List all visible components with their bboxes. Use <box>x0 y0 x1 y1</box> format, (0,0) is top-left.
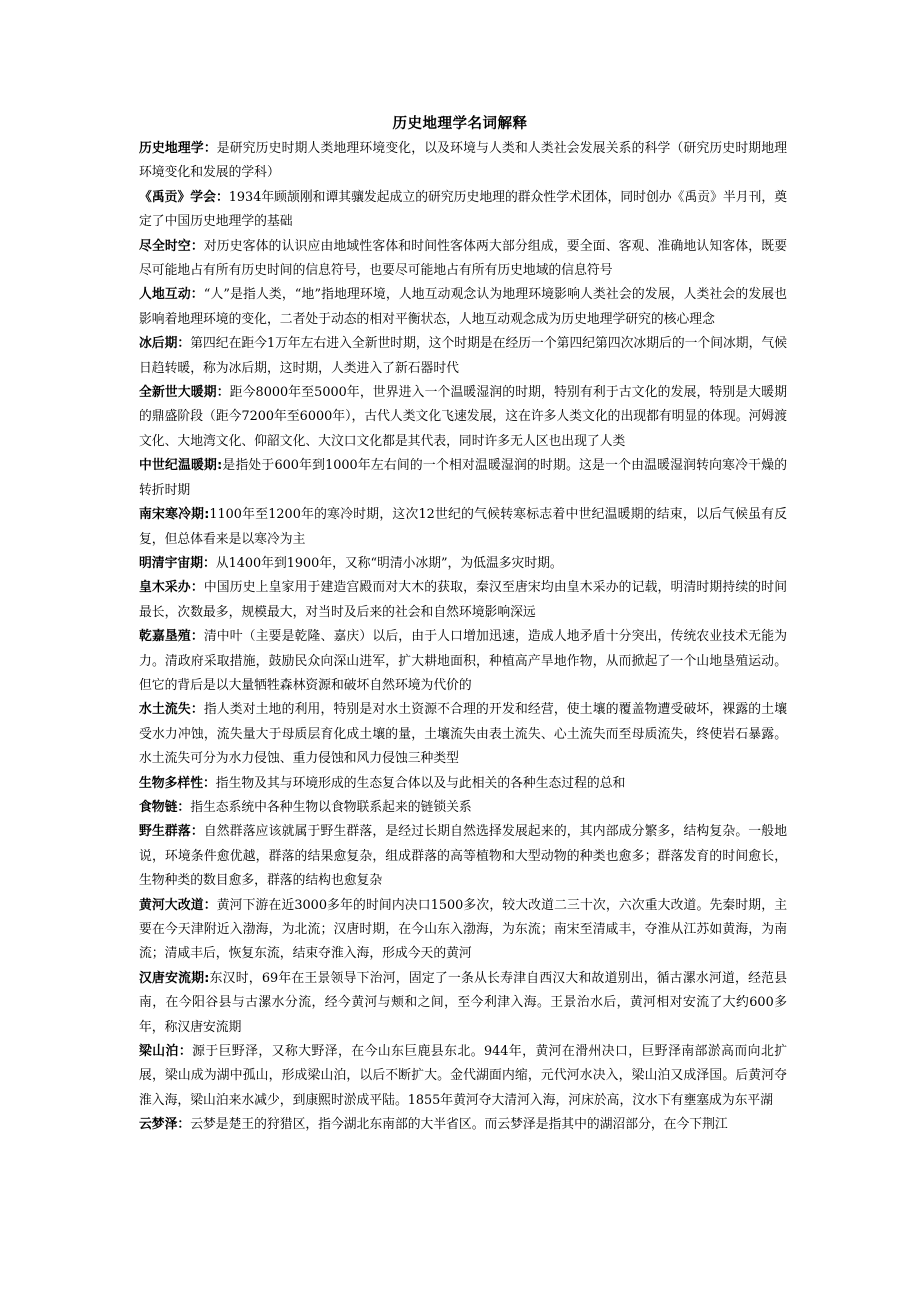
entry-separator: ： <box>190 629 204 645</box>
entry-separator: ： <box>178 1044 193 1060</box>
glossary-entry <box>139 1113 787 1137</box>
glossary-entry <box>139 698 787 771</box>
entry-separator: ： <box>202 775 216 791</box>
entry-separator: ： <box>215 189 229 205</box>
entry-term: 中世纪温暖期 <box>139 458 218 474</box>
entry-separator: ： <box>177 1117 191 1133</box>
entry-term: 黄河大改道 <box>139 897 204 913</box>
glossary-entry <box>139 381 787 454</box>
entry-definition: 第四纪在距今1万年左右进入全新世时期，这个时期是在经历一个第四纪第四次冰期后的一个间冰期，气候日趋转暖，称为冰后期，这时期，人类进入了新石器时代 <box>139 336 787 376</box>
glossary-entry <box>139 503 787 552</box>
entry-separator: ： <box>190 702 204 718</box>
entry-definition: 1100年至1200年的寒冷时期，这次12世纪的气候转寒标志着中世纪温暖期的结束，以后气候虽有反复，但总体看来是以寒冷为主 <box>139 507 788 547</box>
glossary-entry <box>139 186 787 235</box>
glossary-entry <box>139 1040 787 1113</box>
document-title: 历史地理学名词解释 <box>392 116 528 132</box>
entry-separator: ： <box>216 385 230 401</box>
entry-separator: ： <box>203 897 217 913</box>
entry-term: 云梦泽 <box>139 1117 178 1133</box>
entry-definition: 是指处于600年到1000年左右间的一个相对温暖湿润的时期。这是一个由温暖湿润转向寒冷干燥的转折时期 <box>139 458 787 498</box>
entry-separator: : <box>204 970 210 986</box>
entry-term: 生物多样性 <box>139 775 203 791</box>
entry-definition: 指人类对土地的利用，特别是对水土资源不合理的开发和经营，使土壤的覆盖物遭受破坏，裸露的土壤受水力冲蚀，流失量大于母质层育化成土壤的量，土壤流失由表土流失、心土流失而至母质流失，终使岩石暴露。水土流失可分为水力侵蚀、重力侵蚀和风力侵蚀三种类型 <box>139 702 788 767</box>
glossary-entry <box>139 235 787 284</box>
entry-term: 乾嘉垦殖 <box>139 629 191 645</box>
entry-definition: 是研究历史时期人类地理环境变化，以及环境与人类和人类社会发展关系的科学（研究历史时期地理环境变化和发展的学科） <box>139 141 788 181</box>
glossary-entry <box>139 552 787 576</box>
glossary-entry <box>139 894 787 967</box>
entry-definition: 指生态系统中各种生物以食物联系起来的链锁关系 <box>190 799 472 815</box>
entry-definition: 从1400年到1900年，又称“明清小冰期”，为低温多灾时期。 <box>215 555 563 571</box>
glossary-entry <box>139 796 787 820</box>
entry-separator: ： <box>190 824 204 840</box>
glossary-entry <box>139 820 787 893</box>
entry-definition: 对历史客体的认识应由地域性客体和时间性客体两大部分组成，要全面、客观、准确地认知客体，既要尽可能地占有所有历史时间的信息符号，也要尽可能地占有所有历史地域的信息符号 <box>139 238 788 279</box>
entry-definition: 距今8000年至5000年，世界进入一个温暖湿润的时期，特别有利于古文化的发展，特别是大暖期的鼎盛阶段（距今7200年至6000年），古代人类文化飞速发展，这在许多人类文化的出现都有明显的体现。河姆渡文化、大地湾文化、仰韶文化、大汶口文化都是其代表，同时许多无人区也出现了人类 <box>139 385 788 449</box>
entry-separator: : <box>204 507 210 523</box>
entry-definition: 黄河下游在近3000多年的时间内决口1500多次，较大改道二三十次，六次重大改道。先秦时期，主要在今天津附近入渤海，为北流；汉唐时期，在今山东入渤海，为东流；南宋至清咸丰，夺淮从江苏如黄海，为南流；清咸丰后，恢复东流，结束夺淮入海，形成今天的黄河 <box>139 897 788 962</box>
glossary-entry <box>139 137 787 186</box>
entry-definition: 中国历史上皇家用于建造宫殿而对大木的获取，秦汉至唐宋均由皇木采办的记载，明清时期持续的时间最长，次数最多，规模最大，对当时及后来的社会和自然环境影响深远 <box>139 580 788 620</box>
entry-term: 尽全时空 <box>139 238 191 254</box>
entry-separator: ： <box>177 336 191 352</box>
entry-separator: ： <box>203 141 217 156</box>
glossary-entry <box>139 625 787 698</box>
entry-separator: ： <box>190 238 204 254</box>
entry-term: 冰后期 <box>139 336 178 352</box>
entry-term: 南宋寒冷期 <box>139 507 205 523</box>
entry-definition: 清中叶（主要是乾隆、嘉庆）以后，由于人口增加迅速，造成人地矛盾十分突出，传统农业技术无能为力。清政府采取措施，鼓励民众向深山进军，扩大耕地面积，种植高产旱地作物，从而掀起了一个山地垦殖运动。但它的背后是以大量牺牲森林资源和破坏自然环境为代价的 <box>139 629 788 693</box>
entry-term: 野生群落 <box>139 824 191 840</box>
entry-term: 全新世大暖期 <box>139 385 217 401</box>
entry-separator: ： <box>190 580 204 596</box>
entry-term: 水土流失 <box>139 702 191 718</box>
entry-separator: : <box>217 458 223 474</box>
entry-term: 明清宇宙期 <box>139 555 203 571</box>
entry-definition: 自然群落应该就属于野生群落，是经过长期自然选择发展起来的，其内部成分繁多，结构复杂。一般地说，环境条件愈优越，群落的结果愈复杂，组成群落的高等植物和大型动物的种类也愈多；群落发育的时间愈长，生物种类的数目愈多，群落的结构也愈复杂 <box>139 824 788 889</box>
entry-definition: “人”是指人类，“地”指地理环境，人地互动观念认为地理环境影响人类社会的发展，人类社会的发展也影响着地理环境的变化，二者处于动态的相对平衡状态，人地互动观念成为历史地理学研究的核心理念 <box>139 287 788 327</box>
entry-term: 人地互动 <box>139 287 191 303</box>
entry-definition: 东汉时，69年在王景领导下治河，固定了一条从长寿津自西汉大和故道别出，循古漯水河道，经范县南，在今阳谷县与古漯水分流，经今黄河与颊和之间，至今利津入海。王景治水后，黄河相对安流了大约600多年，称汉唐安流期 <box>139 970 787 1035</box>
glossary-entry <box>139 576 787 625</box>
entry-definition: 指生物及其与环境形成的生态复合体以及与此相关的各种生态过程的总和 <box>215 775 626 791</box>
glossary-entry <box>139 967 787 1040</box>
entry-separator: ： <box>202 555 216 571</box>
entry-definition: 源于巨野泽，又称大野泽，在今山东巨鹿县东北。944年，黄河在滑州决口，巨野泽南部淤高而向北扩展，梁山成为湖中孤山，形成梁山泊，以后不断扩大。金代湖面内缩，元代河水决入，梁山泊又成泽国。后黄河夺淮入海，梁山泊来水减少，到康熙时淤成平陆。1855年黄河夺大清河入海，河床於高，汶水下有壅塞成为东平湖 <box>139 1044 788 1108</box>
glossary-entry <box>139 772 787 796</box>
glossary-entry <box>139 454 787 503</box>
entry-definition: 云梦是楚王的狩猎区，指今湖北东南部的大半省区。而云梦泽是指其中的湖沼部分，在今下荆江 <box>190 1117 728 1133</box>
entry-term: 汉唐安流期 <box>139 970 205 986</box>
entry-term: 历史地理学 <box>139 141 204 156</box>
entry-term: 食物链 <box>139 799 178 815</box>
glossary-entry <box>139 283 787 332</box>
entry-term: 皇木采办 <box>139 580 191 596</box>
glossary-entry <box>139 332 787 381</box>
document-body <box>139 137 787 1138</box>
entry-term: 梁山泊 <box>139 1044 179 1060</box>
entry-separator: ： <box>177 799 191 815</box>
entry-separator: ： <box>190 287 204 303</box>
entry-definition: 1934年顾颉刚和谭其骧发起成立的研究历史地理的群众性学术团体，同时创办《禹贡》半月刊，奠定了中国历史地理学的基础 <box>139 189 788 230</box>
entry-term: 《禹贡》学会 <box>139 189 216 205</box>
